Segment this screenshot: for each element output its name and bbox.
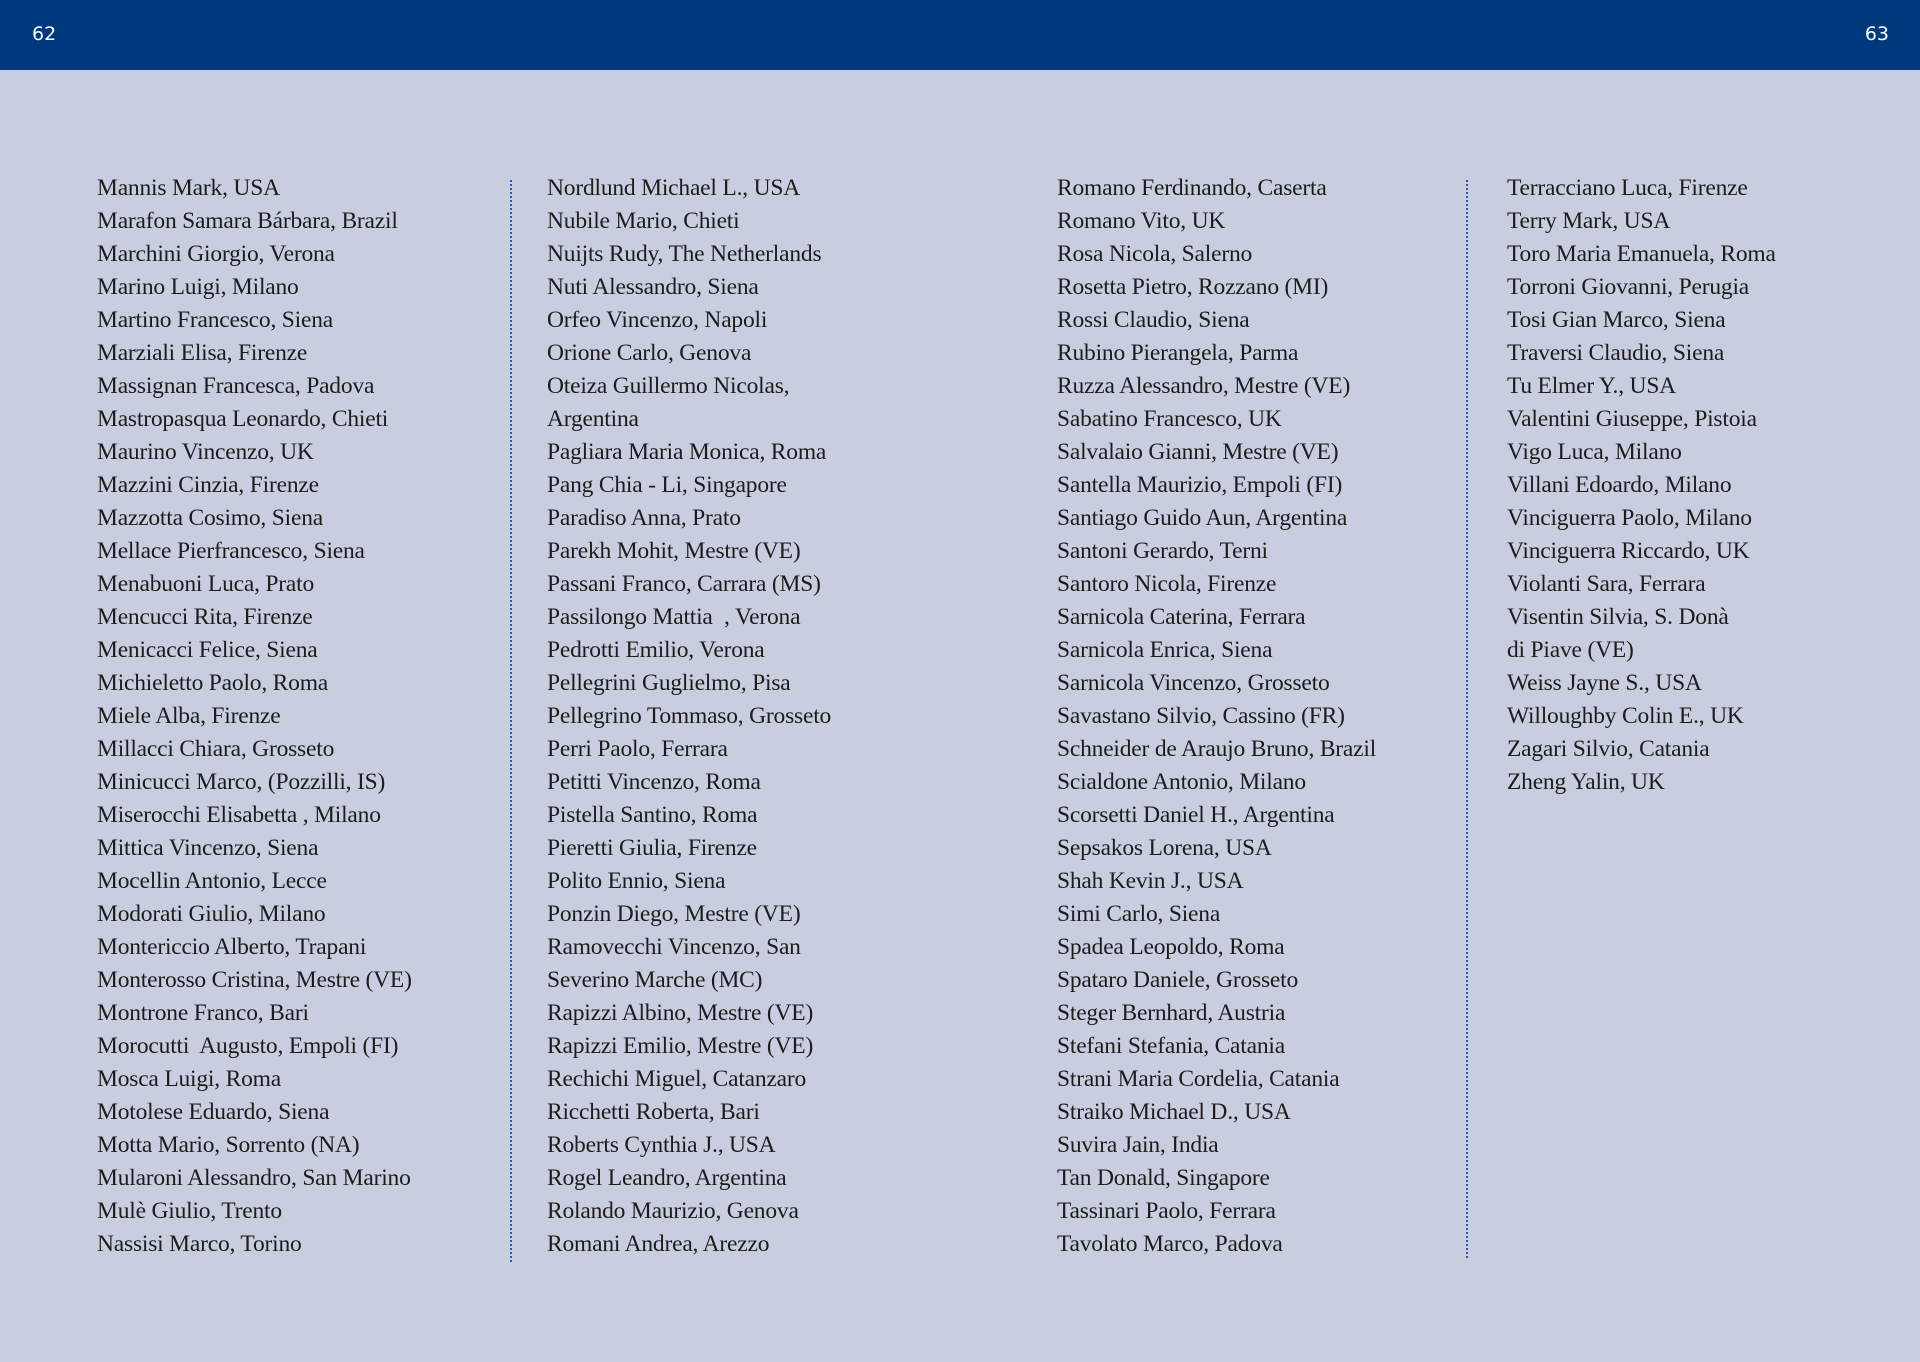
list-item: Nuijts Rudy, The Netherlands: [547, 241, 822, 267]
list-item: Sepsakos Lorena, USA: [1057, 835, 1272, 861]
list-item: Rosa Nicola, Salerno: [1057, 241, 1253, 267]
list-item: Stefani Stefania, Catania: [1057, 1033, 1285, 1059]
list-item: Sarnicola Caterina, Ferrara: [1057, 604, 1306, 630]
list-item: Weiss Jayne S., USA: [1507, 670, 1702, 696]
list-item: Vinciguerra Riccardo, UK: [1507, 538, 1750, 564]
list-item: Nubile Mario, Chieti: [547, 208, 740, 234]
list-item: Mazzotta Cosimo, Siena: [97, 505, 323, 531]
list-item: Paradiso Anna, Prato: [547, 505, 741, 531]
list-item: Oteiza Guillermo Nicolas,: [547, 373, 790, 399]
list-item: Montrone Franco, Bari: [97, 1000, 309, 1026]
list-item: Santiago Guido Aun, Argentina: [1057, 505, 1348, 531]
list-item: Menicacci Felice, Siena: [97, 637, 318, 663]
list-item: Mittica Vincenzo, Siena: [97, 835, 319, 861]
list-item: Tassinari Paolo, Ferrara: [1057, 1198, 1276, 1224]
list-item: Michieletto Paolo, Roma: [97, 670, 329, 696]
list-item: Marziali Elisa, Firenze: [97, 340, 308, 366]
list-item: Rogel Leandro, Argentina: [547, 1165, 787, 1191]
list-item: Modorati Giulio, Milano: [97, 901, 326, 927]
list-item: Ponzin Diego, Mestre (VE): [547, 901, 801, 927]
column-divider: [510, 180, 512, 1262]
list-item: Massignan Francesca, Padova: [97, 373, 375, 399]
list-item: Terracciano Luca, Firenze: [1507, 175, 1748, 201]
list-item: Pedrotti Emilio, Verona: [547, 637, 765, 663]
list-item: Mastropasqua Leonardo, Chieti: [97, 406, 389, 432]
list-item: Motta Mario, Sorrento (NA): [97, 1132, 360, 1158]
list-item: Roberts Cynthia J., USA: [547, 1132, 776, 1158]
list-item: Torroni Giovanni, Perugia: [1507, 274, 1750, 300]
list-item: Savastano Silvio, Cassino (FR): [1057, 703, 1345, 729]
list-item: Sarnicola Enrica, Siena: [1057, 637, 1273, 663]
list-item: Morocutti Augusto, Empoli (FI): [97, 1033, 399, 1059]
list-item: Violanti Sara, Ferrara: [1507, 571, 1706, 597]
list-item: Shah Kevin J., USA: [1057, 868, 1244, 894]
list-item: Mencucci Rita, Firenze: [97, 604, 313, 630]
list-item: Ricchetti Roberta, Bari: [547, 1099, 760, 1125]
list-item: Pellegrino Tommaso, Grosseto: [547, 703, 832, 729]
list-item: Miele Alba, Firenze: [97, 703, 281, 729]
page-number-left: 62: [32, 23, 57, 45]
list-item: Polito Ennio, Siena: [547, 868, 726, 894]
list-item: Santella Maurizio, Empoli (FI): [1057, 472, 1343, 498]
list-item: Pistella Santino, Roma: [547, 802, 758, 828]
list-item: Rolando Maurizio, Genova: [547, 1198, 799, 1224]
list-item: Terry Mark, USA: [1507, 208, 1671, 234]
list-item: Sabatino Francesco, UK: [1057, 406, 1282, 432]
list-item: Mulè Giulio, Trento: [97, 1198, 282, 1224]
name-list-column-2: [547, 172, 831, 1261]
list-item: Passilongo Mattia , Verona: [547, 604, 801, 630]
list-item: Romani Andrea, Arezzo: [547, 1231, 770, 1257]
list-item: Santoro Nicola, Firenze: [1057, 571, 1277, 597]
name-list-column-3: [1057, 172, 1376, 1261]
list-item: Nordlund Michael L., USA: [547, 175, 801, 201]
list-item: Rechichi Miguel, Catanzaro: [547, 1066, 807, 1092]
page-number-right: 63: [1864, 23, 1889, 45]
list-item: Scorsetti Daniel H., Argentina: [1057, 802, 1335, 828]
list-item: Strani Maria Cordelia, Catania: [1057, 1066, 1340, 1092]
list-item: Straiko Michael D., USA: [1057, 1099, 1291, 1125]
list-item: Mularoni Alessandro, San Marino: [97, 1165, 411, 1191]
list-item: Sarnicola Vincenzo, Grosseto: [1057, 670, 1330, 696]
list-item: Nuti Alessandro, Siena: [547, 274, 759, 300]
list-item: Mellace Pierfrancesco, Siena: [97, 538, 365, 564]
list-item: Santoni Gerardo, Terni: [1057, 538, 1268, 564]
list-item: Passani Franco, Carrara (MS): [547, 571, 821, 597]
list-item: Rossi Claudio, Siena: [1057, 307, 1250, 333]
list-item: Severino Marche (MC): [547, 967, 763, 993]
list-item: Zagari Silvio, Catania: [1507, 736, 1710, 762]
list-item: Pagliara Maria Monica, Roma: [547, 439, 827, 465]
list-item: Villani Edoardo, Milano: [1507, 472, 1732, 498]
list-item: Tavolato Marco, Padova: [1057, 1231, 1283, 1257]
list-item: Mosca Luigi, Roma: [97, 1066, 281, 1092]
list-item: Montericcio Alberto, Trapani: [97, 934, 367, 960]
name-list-column-1: [97, 172, 412, 1261]
list-item: Vinciguerra Paolo, Milano: [1507, 505, 1752, 531]
list-item: Pang Chia - Li, Singapore: [547, 472, 787, 498]
list-item: Schneider de Araujo Bruno, Brazil: [1057, 736, 1377, 762]
list-item: Marchini Giorgio, Verona: [97, 241, 335, 267]
list-item: Visentin Silvia, S. Donà: [1507, 604, 1729, 630]
column-divider: [1466, 180, 1468, 1258]
list-item: Marafon Samara Bárbara, Brazil: [97, 208, 398, 234]
list-item: Traversi Claudio, Siena: [1507, 340, 1725, 366]
list-item: Mocellin Antonio, Lecce: [97, 868, 327, 894]
list-item: Vigo Luca, Milano: [1507, 439, 1682, 465]
list-item: Motolese Eduardo, Siena: [97, 1099, 330, 1125]
list-item: Rosetta Pietro, Rozzano (MI): [1057, 274, 1329, 300]
list-item: Toro Maria Emanuela, Roma: [1507, 241, 1776, 267]
list-item: Perri Paolo, Ferrara: [547, 736, 728, 762]
list-item: Willoughby Colin E., UK: [1507, 703, 1744, 729]
list-item: Martino Francesco, Siena: [97, 307, 334, 333]
list-item: Minicucci Marco, (Pozzilli, IS): [97, 769, 386, 795]
list-item: Zheng Yalin, UK: [1507, 769, 1665, 795]
list-item: Scialdone Antonio, Milano: [1057, 769, 1306, 795]
list-item: Salvalaio Gianni, Mestre (VE): [1057, 439, 1339, 465]
list-item: Mazzini Cinzia, Firenze: [97, 472, 319, 498]
list-item: Petitti Vincenzo, Roma: [547, 769, 761, 795]
list-item: Maurino Vincenzo, UK: [97, 439, 314, 465]
list-item: Pellegrini Guglielmo, Pisa: [547, 670, 791, 696]
list-item: Ruzza Alessandro, Mestre (VE): [1057, 373, 1351, 399]
list-item: Spadea Leopoldo, Roma: [1057, 934, 1285, 960]
list-item: Pieretti Giulia, Firenze: [547, 835, 757, 861]
list-item: Mannis Mark, USA: [97, 175, 280, 201]
list-item: Rapizzi Albino, Mestre (VE): [547, 1000, 814, 1026]
list-item: Marino Luigi, Milano: [97, 274, 299, 300]
list-item: Nassisi Marco, Torino: [97, 1231, 302, 1257]
list-item: Monterosso Cristina, Mestre (VE): [97, 967, 412, 993]
list-item: Simi Carlo, Siena: [1057, 901, 1221, 927]
list-item: di Piave (VE): [1507, 637, 1634, 663]
list-item: Orfeo Vincenzo, Napoli: [547, 307, 768, 333]
list-item: Parekh Mohit, Mestre (VE): [547, 538, 801, 564]
list-item: Spataro Daniele, Grosseto: [1057, 967, 1299, 993]
list-item: Millacci Chiara, Grosseto: [97, 736, 335, 762]
list-item: Tu Elmer Y., USA: [1507, 373, 1676, 399]
name-list-column-4: [1507, 172, 1776, 799]
header-bar: [0, 0, 1920, 70]
list-item: Rapizzi Emilio, Mestre (VE): [547, 1033, 814, 1059]
list-item: Romano Vito, UK: [1057, 208, 1226, 234]
list-item: Steger Bernhard, Austria: [1057, 1000, 1286, 1026]
list-item: Tosi Gian Marco, Siena: [1507, 307, 1726, 333]
list-item: Tan Donald, Singapore: [1057, 1165, 1270, 1191]
list-item: Miserocchi Elisabetta , Milano: [97, 802, 381, 828]
list-item: Ramovecchi Vincenzo, San: [547, 934, 801, 960]
list-item: Rubino Pierangela, Parma: [1057, 340, 1299, 366]
list-item: Suvira Jain, India: [1057, 1132, 1219, 1158]
list-item: Argentina: [547, 406, 639, 432]
list-item: Orione Carlo, Genova: [547, 340, 752, 366]
list-item: Romano Ferdinando, Caserta: [1057, 175, 1327, 201]
list-item: Valentini Giuseppe, Pistoia: [1507, 406, 1757, 432]
list-item: Menabuoni Luca, Prato: [97, 571, 315, 597]
